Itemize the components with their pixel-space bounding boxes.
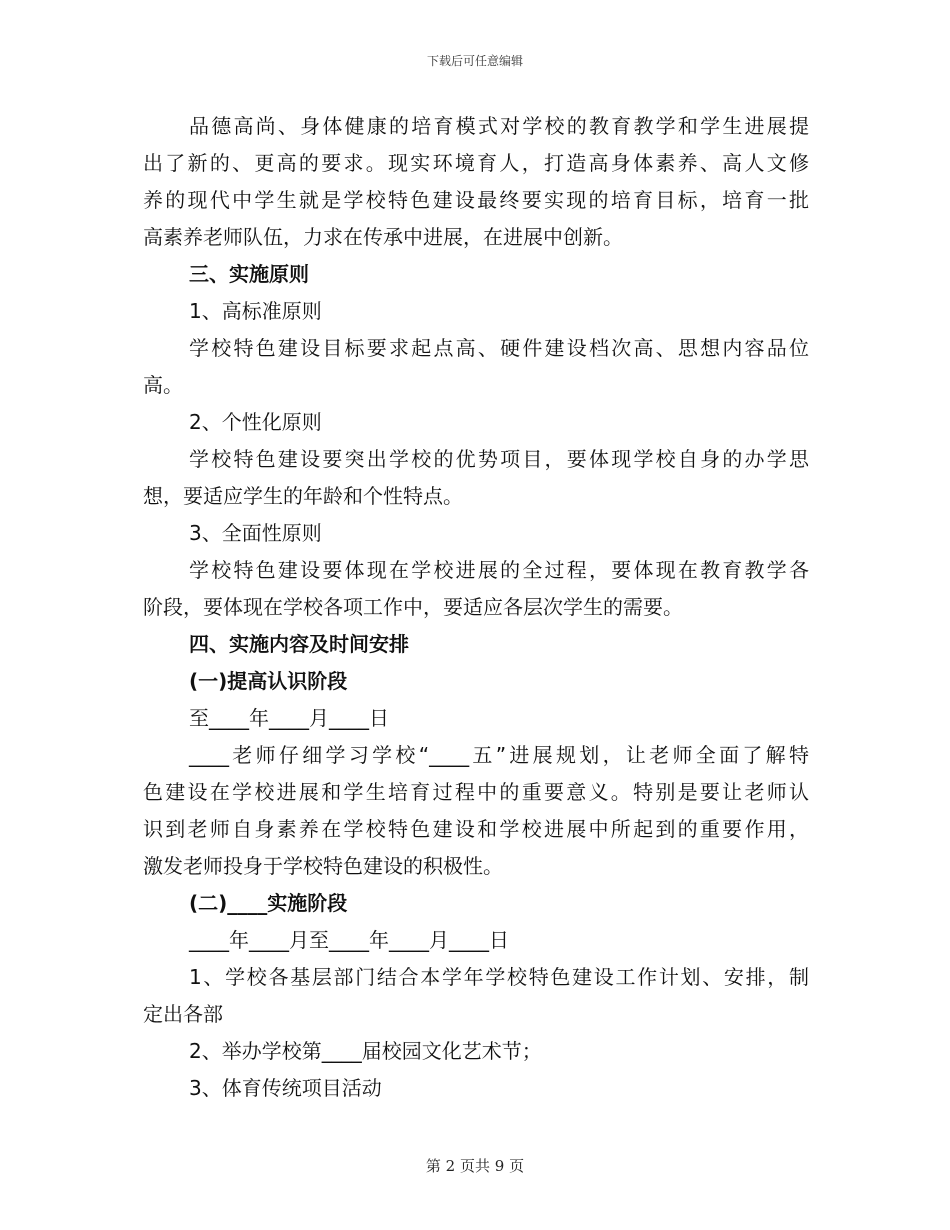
section-heading: 四、实施内容及时间安排: [189, 632, 409, 656]
body-line: 定出各部: [143, 1002, 223, 1026]
body-line: ____老师仔细学习学校“____五”进展规划，让老师全面了解特: [189, 743, 809, 767]
body-line: 出了新的、更高的要求。现实环境育人，打造高身体素养、高人文修: [143, 151, 809, 175]
body-line: 识到老师自身素养在学校特色建设和学校进展中所起到的重要作用，: [143, 817, 809, 841]
section-heading: 三、实施原则: [189, 262, 309, 286]
body-line: 色建设在学校进展和学生培育过程中的重要意义。特别是要让老师认: [143, 780, 809, 804]
body-line: 学校特色建设要体现在学校进展的全过程，要体现在教育教学各: [189, 558, 809, 582]
phase-heading: (二)____实施阶段: [189, 891, 348, 915]
subsection-heading: 1、高标准原则: [189, 299, 322, 323]
body-line: 高。: [143, 373, 183, 397]
document-body: [143, 108, 809, 1107]
list-item: 3、体育传统项目活动: [189, 1076, 382, 1100]
body-line: 1、学校各基层部门结合本学年学校特色建设工作计划、安排，制: [189, 965, 809, 989]
subsection-heading: 2、个性化原则: [189, 410, 322, 434]
body-line: 想，要适应学生的年龄和个性特点。: [143, 484, 463, 508]
subsection-heading: 3、全面性原则: [189, 521, 322, 545]
body-line: 高素养老师队伍，力求在传承中进展，在进展中创新。: [143, 225, 623, 249]
body-line: 学校特色建设目标要求起点高、硬件建设档次高、思想内容品位: [189, 336, 809, 360]
body-line: 阶段，要体现在学校各项工作中，要适应各层次学生的需要。: [143, 595, 683, 619]
phase-heading: (一)提高认识阶段: [189, 669, 348, 693]
list-item: 2、举办学校第____届校园文化艺术节；: [189, 1039, 542, 1063]
body-line: 品德高尚、身体健康的培育模式对学校的教育教学和学生进展提: [189, 114, 809, 138]
page-header-note: 下载后可任意编辑: [426, 54, 523, 68]
body-line: 学校特色建设要突出学校的优势项目，要体现学校自身的办学思: [189, 447, 809, 471]
date-range-line: 至____年____月____日: [189, 706, 389, 730]
date-range-line: ____年____月至____年____月____日: [189, 928, 509, 952]
body-line: 养的现代中学生就是学校特色建设最终要实现的培育目标，培育一批: [143, 188, 809, 212]
page-footer-page-number: 第 2 页共 9 页: [425, 1157, 525, 1175]
body-line: 激发老师投身于学校特色建设的积极性。: [143, 854, 503, 878]
